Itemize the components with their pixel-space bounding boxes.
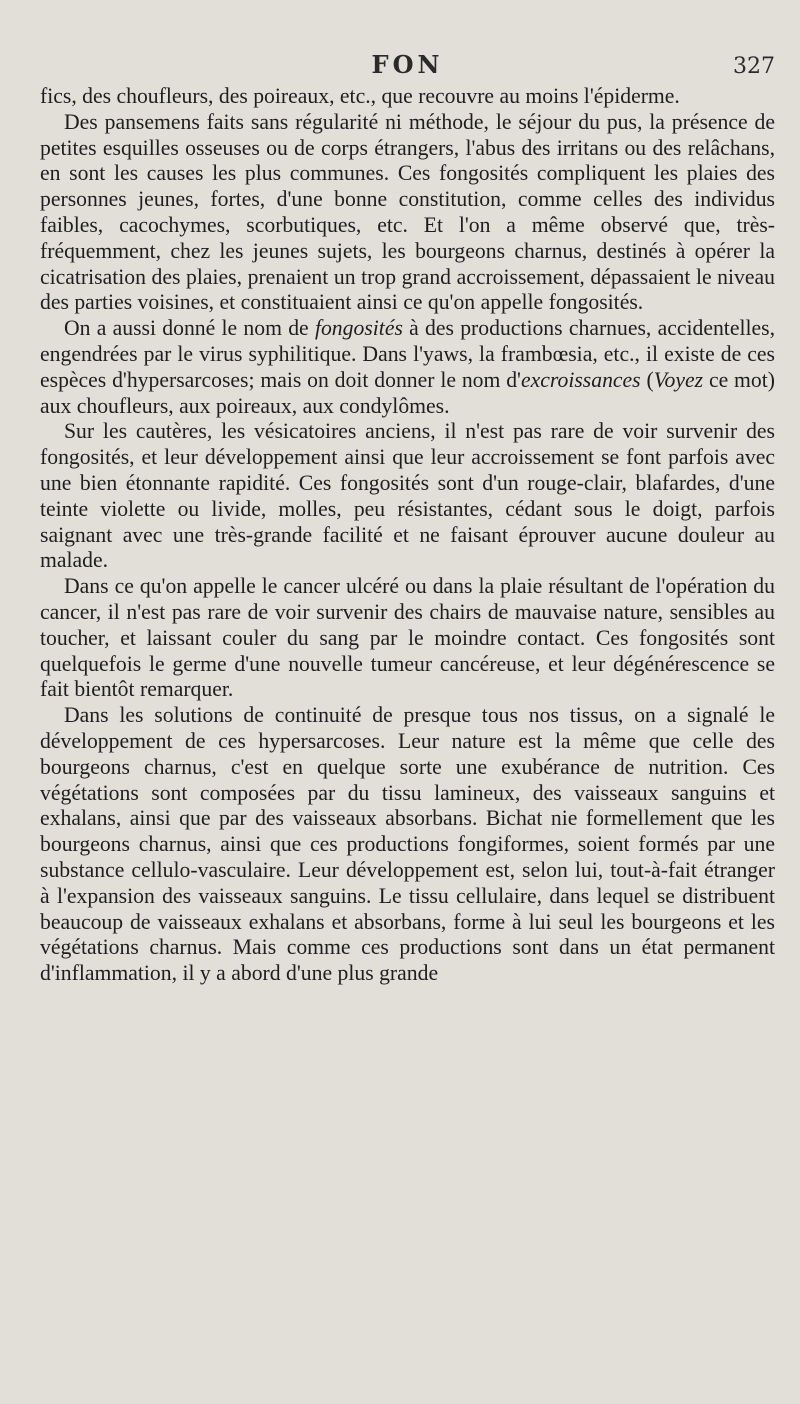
italic-term: Voyez (653, 367, 704, 392)
italic-term: fongosités (314, 316, 403, 341)
paragraph-1 (40, 110, 775, 316)
paragraph-3 (40, 419, 775, 574)
paragraph-0 (40, 84, 775, 110)
text-run: Des pansemens faits sans régularité ni méthode, le séjour du pus, la présence de petites esquilles osseuses ou de corps étrangers, l'abus des irritans ou des relâchans, en sont les causes les plus communes. Ces fongosités compliquent les plaies des personnes jeunes, fortes, d'une bonne constitution, comme celles des individus faibles, cacochymes, scorbutiques, etc. Et l'on a même observé que, très-fréquemment, chez les jeunes sujets, les bourgeons charnus, destinés à opérer la cicatrisation des plaies, prenaient un trop grand accroissement, dépassaient le niveau des parties voisines, et constituaient ainsi ce qu'on appelle fongosités. (40, 109, 775, 315)
text-run: Dans ce qu'on appelle le cancer ulcéré ou dans la plaie résultant de l'opération du cancer, il n'est pas rare de voir survenir des chairs de mauvaise nature, sensibles au toucher, et laissant couler du sang par le moindre contact. Ces fongosités sont quelquefois le germe d'une nouvelle tumeur cancéreuse, et leur dégénérescence se fait bientôt remarquer. (40, 574, 775, 702)
page-number: 327 (733, 54, 775, 79)
text-run: Sur les cautères, les vésicatoires anciens, il n'est pas rare de voir survenir des fongosités, et leur développement ainsi que leur accroissement se font parfois avec une bien étonnante rapidité. Ces fongosités sont d'un rouge-clair, blafardes, d'une teinte violette ou livide, molles, peu résistantes, cédant sous le doigt, parfois saignant avec une très-grande facilité et ne faisant éprouver aucune douleur au malade. (40, 419, 775, 573)
italic-term: excroissances (520, 367, 641, 392)
paragraph-5 (40, 703, 775, 987)
body-text (40, 84, 775, 987)
text-run: On a aussi donné le nom de (64, 316, 315, 341)
text-run: ce mot) aux choufleurs, aux poireaux, aux condylômes. (40, 367, 775, 418)
text-run: fics, des choufleurs, des poireaux, etc., que recouvre au moins l'épiderme. (40, 84, 680, 108)
paragraph-2 (40, 316, 775, 419)
running-head: FON (371, 50, 444, 79)
text-run: ( (640, 367, 654, 392)
paragraph-4 (40, 574, 775, 703)
text-run: à des productions charnues, accidentelles, engendrées par le virus syphilitique. Dans l'yaws, la frambœsia, etc., il existe de ces espèces d'hypersarcoses; mais on doit donner le nom d' (40, 316, 775, 392)
page-header (40, 50, 775, 86)
text-run: Dans les solutions de continuité de presque tous nos tissus, on a signalé le développement de ces hypersarcoses. Leur nature est la même que celle des bourgeons charnus, c'est en quelque sorte une exubérance de nutrition. Ces végétations sont composées par du tissu lamineux, des vaisseaux sanguins et exhalans, ainsi que par des vaisseaux absorbans. Bichat nie formellement que les bourgeons charnus, ainsi que ces productions fongiformes, soient formés par une substance cellulo-vasculaire. Leur développement est, selon lui, tout-à-fait étranger à l'expansion des vaisseaux sanguins. Le tissu cellulaire, dans lequel se distribuent beaucoup de vaisseaux exhalans et absorbans, forme à lui seul les bourgeons et les végétations charnus. Mais comme ces productions sont dans un état permanent d'inflammation, il y a abord d'une plus grande (40, 703, 775, 986)
